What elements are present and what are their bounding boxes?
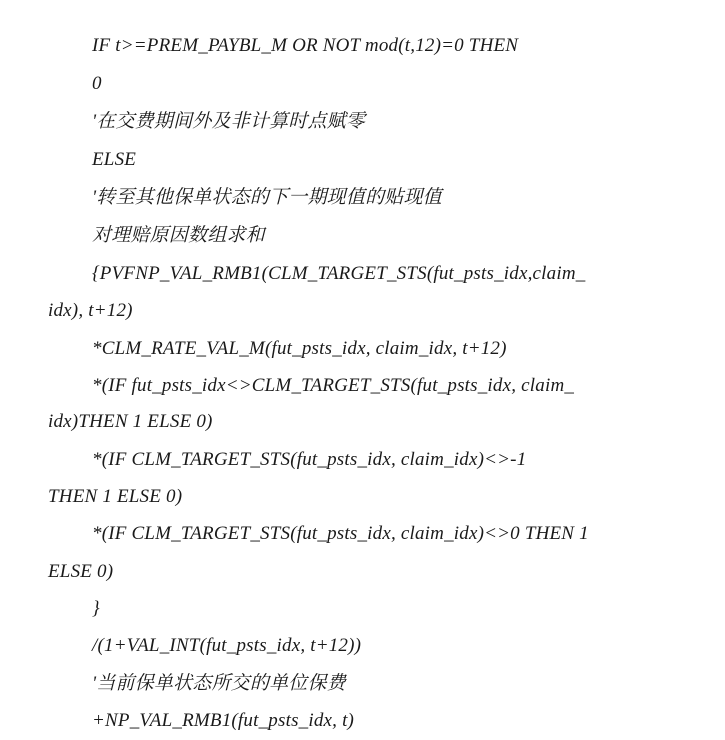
code-line: +NP_VAL_RMB1(fut_psts_idx, t) xyxy=(92,710,355,731)
code-line: *(IF fut_psts_idx<>CLM_TARGET_STS(fut_psts_idx, claim_ xyxy=(92,375,575,396)
code-line: *(IF CLM_TARGET_STS(fut_psts_idx, claim_idx)<>0 THEN 1 xyxy=(92,523,589,544)
comment-line: 对理赔原因数组求和 xyxy=(92,225,265,246)
code-line-continuation: ELSE 0) xyxy=(48,561,114,582)
code-line: } xyxy=(92,598,100,619)
code-line: IF t>=PREM_PAYBL_M OR NOT mod(t,12)=0 THEN xyxy=(92,35,519,56)
code-line: /(1+VAL_INT(fut_psts_idx, t+12)) xyxy=(92,635,362,656)
code-line-continuation: idx), t+12) xyxy=(48,300,133,321)
code-line-continuation: THEN 1 ELSE 0) xyxy=(48,486,183,507)
code-line-continuation: idx)THEN 1 ELSE 0) xyxy=(48,411,213,432)
comment-line: '当前保单状态所交的单位保费 xyxy=(92,673,346,694)
code-line: ELSE xyxy=(92,149,137,170)
code-line: 0 xyxy=(92,73,102,94)
code-line: {PVFNP_VAL_RMB1(CLM_TARGET_STS(fut_psts_idx,claim_ xyxy=(92,263,586,284)
code-line: *CLM_RATE_VAL_M(fut_psts_idx, claim_idx, t+12) xyxy=(92,338,507,359)
code-line: *(IF CLM_TARGET_STS(fut_psts_idx, claim_idx)<>-1 xyxy=(92,449,527,470)
comment-line: '转至其他保单状态的下一期现值的贴现值 xyxy=(92,187,442,208)
comment-line: '在交费期间外及非计算时点赋零 xyxy=(92,111,366,132)
